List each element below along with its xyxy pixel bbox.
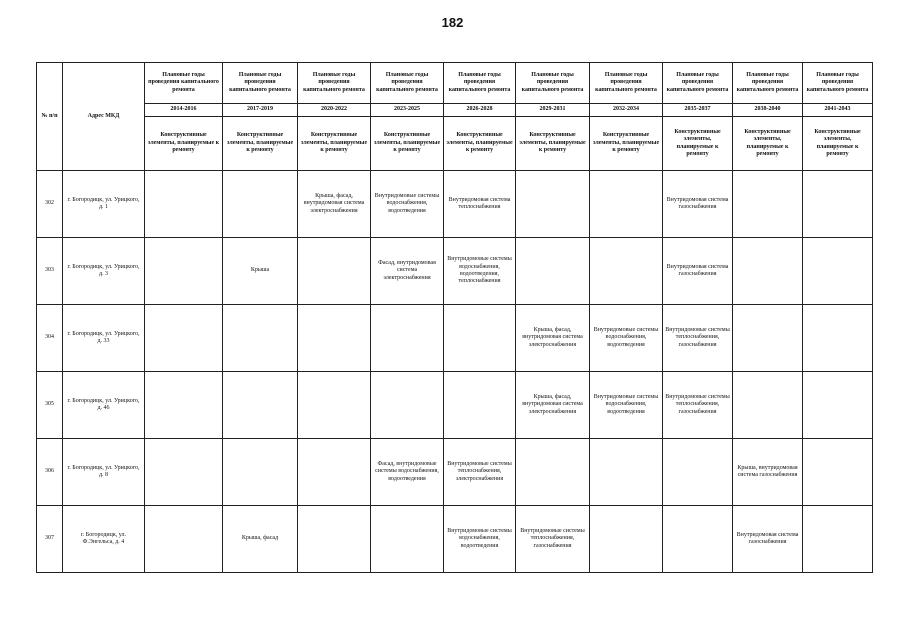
table-cell — [298, 305, 371, 372]
table-cell: Крыша, фасад — [223, 506, 298, 573]
row-number: 303 — [37, 238, 63, 305]
table-cell — [298, 439, 371, 506]
header-row-ranges — [37, 104, 873, 117]
row-number: 304 — [37, 305, 63, 372]
table-cell — [803, 171, 873, 238]
table-row — [37, 372, 873, 439]
table-cell — [223, 305, 298, 372]
table-row — [37, 305, 873, 372]
row-number: 306 — [37, 439, 63, 506]
period-range: 2020-2022 — [298, 104, 371, 117]
period-title: Плановые годы проведения капитального ремонта — [298, 63, 371, 104]
table-cell: Крыша, внутридомовая система газоснабжения — [733, 439, 803, 506]
table-cell: Внутридомовая система газоснабжения — [663, 171, 733, 238]
table-row — [37, 506, 873, 573]
period-range: 2035-2037 — [663, 104, 733, 117]
table-cell — [733, 372, 803, 439]
table-cell: Фасад, внутридомовая система электроснабжения — [371, 238, 444, 305]
table-cell — [733, 238, 803, 305]
table-cell: Крыша, фасад, внутридомовая система электроснабжения — [516, 305, 590, 372]
row-address: г. Богородицк, ул. Урицкого, д. 8 — [63, 439, 145, 506]
table-cell — [803, 305, 873, 372]
period-subtitle: Конструктивные элементы, планируемые к ремонту — [298, 117, 371, 171]
table-cell: Внутридомовая система теплоснабжения — [444, 171, 516, 238]
table-cell — [733, 305, 803, 372]
table-cell: Фасад, внутридомовые системы водоснабжения, водоотведения — [371, 439, 444, 506]
row-address: г. Богородицк, ул. Урицкого, д. 46 — [63, 372, 145, 439]
table-cell — [663, 439, 733, 506]
table-cell — [803, 238, 873, 305]
table-cell — [733, 171, 803, 238]
period-title: Плановые годы проведения капитального ремонта — [733, 63, 803, 104]
table-cell — [444, 372, 516, 439]
table-cell — [371, 506, 444, 573]
period-subtitle: Конструктивные элементы, планируемые к ремонту — [733, 117, 803, 171]
row-number: 307 — [37, 506, 63, 573]
table-cell — [590, 506, 663, 573]
period-title: Плановые годы проведения капитального ремонта — [444, 63, 516, 104]
table-row — [37, 439, 873, 506]
header-row-titles — [37, 63, 873, 104]
table-cell — [298, 506, 371, 573]
table-cell: Внутридомовые системы водоснабжения, водоотведения — [371, 171, 444, 238]
table-cell — [663, 506, 733, 573]
table-cell — [516, 238, 590, 305]
table-cell: Внутридомовые системы водоснабжения, водоотведения — [444, 506, 516, 573]
table-cell — [371, 305, 444, 372]
period-subtitle: Конструктивные элементы, планируемые к ремонту — [444, 117, 516, 171]
table-cell: Крыша — [223, 238, 298, 305]
table-cell — [516, 439, 590, 506]
table-cell: Крыша, фасад, внутридомовая система электроснабжения — [298, 171, 371, 238]
period-subtitle: Конструктивные элементы, планируемые к ремонту — [371, 117, 444, 171]
header-num: № п/п — [37, 63, 63, 171]
period-range: 2014-2016 — [145, 104, 223, 117]
page-number: 182 — [441, 15, 464, 30]
period-subtitle: Конструктивные элементы, планируемые к ремонту — [223, 117, 298, 171]
table-cell: Крыша, фасад, внутридомовая система электроснабжения — [516, 372, 590, 439]
table-cell: Внутридомовые системы водоснабжения, водоотведения — [590, 372, 663, 439]
table-cell — [590, 171, 663, 238]
table-cell — [590, 439, 663, 506]
table-cell — [145, 372, 223, 439]
row-address: г. Богородицк, ул. Урицкого, д. 1 — [63, 171, 145, 238]
table-cell — [223, 439, 298, 506]
table-cell — [444, 305, 516, 372]
table-cell: Внутридомовая система газоснабжения — [733, 506, 803, 573]
table-cell: Внутридомовые системы теплоснабжения, газоснабжения — [516, 506, 590, 573]
period-range: 2023-2025 — [371, 104, 444, 117]
table-cell — [223, 372, 298, 439]
table-cell — [145, 439, 223, 506]
table-cell: Внутридомовая система газоснабжения — [663, 238, 733, 305]
row-address: г. Богородицк, ул. Урицкого, д. 3 — [63, 238, 145, 305]
table-cell — [145, 305, 223, 372]
table-cell — [803, 372, 873, 439]
table-cell — [145, 238, 223, 305]
row-number: 305 — [37, 372, 63, 439]
period-range: 2041-2043 — [803, 104, 873, 117]
table-row — [37, 171, 873, 238]
table-cell — [145, 506, 223, 573]
period-range: 2032-2034 — [590, 104, 663, 117]
table-cell: Внутридомовые системы теплоснабжения, газоснабжения — [663, 372, 733, 439]
period-subtitle: Конструктивные элементы, планируемые к ремонту — [663, 117, 733, 171]
table-row — [37, 238, 873, 305]
period-subtitle: Конструктивные элементы, планируемые к ремонту — [516, 117, 590, 171]
period-range: 2029-2031 — [516, 104, 590, 117]
period-range: 2038-2040 — [733, 104, 803, 117]
period-title: Плановые годы проведения капитального ремонта — [803, 63, 873, 104]
table-cell — [298, 238, 371, 305]
period-subtitle: Конструктивные элементы, планируемые к ремонту — [145, 117, 223, 171]
table-cell — [145, 171, 223, 238]
row-address: г. Богородицк, ул. Урицкого, д. 33 — [63, 305, 145, 372]
capital-repair-schedule-table — [36, 62, 873, 573]
period-title: Плановые годы проведения капитального ремонта — [590, 63, 663, 104]
period-range: 2017-2019 — [223, 104, 298, 117]
table-cell: Внутридомовые системы водоснабжения, водоотведения — [590, 305, 663, 372]
period-title: Плановые годы проведения капитального ремонта — [223, 63, 298, 104]
period-title: Плановые годы проведения капитального ремонта — [516, 63, 590, 104]
table-cell — [298, 372, 371, 439]
period-title: Плановые годы проведения капитального ремонта — [371, 63, 444, 104]
table-cell — [516, 171, 590, 238]
table-cell: Внутридомовые системы теплоснабжения, газоснабжения — [663, 305, 733, 372]
table-cell — [803, 439, 873, 506]
table-cell — [371, 372, 444, 439]
table-cell: Внутридомовые системы водоснабжения, водоотведения, теплоснабжения — [444, 238, 516, 305]
table-cell — [590, 238, 663, 305]
period-subtitle: Конструктивные элементы, планируемые к ремонту — [803, 117, 873, 171]
header-row-subtitles — [37, 117, 873, 171]
period-subtitle: Конструктивные элементы, планируемые к ремонту — [590, 117, 663, 171]
period-title: Плановые годы проведения капитального ремонта — [145, 63, 223, 104]
table-cell: Внутридомовые системы теплоснабжения, электроснабжения — [444, 439, 516, 506]
row-address: г. Богородицк, ул. Ф.Энгельса, д. 4 — [63, 506, 145, 573]
header-address: Адрес МКД — [63, 63, 145, 171]
period-title: Плановые годы проведения капитального ремонта — [663, 63, 733, 104]
table-cell — [223, 171, 298, 238]
table-cell — [803, 506, 873, 573]
row-number: 302 — [37, 171, 63, 238]
period-range: 2026-2028 — [444, 104, 516, 117]
